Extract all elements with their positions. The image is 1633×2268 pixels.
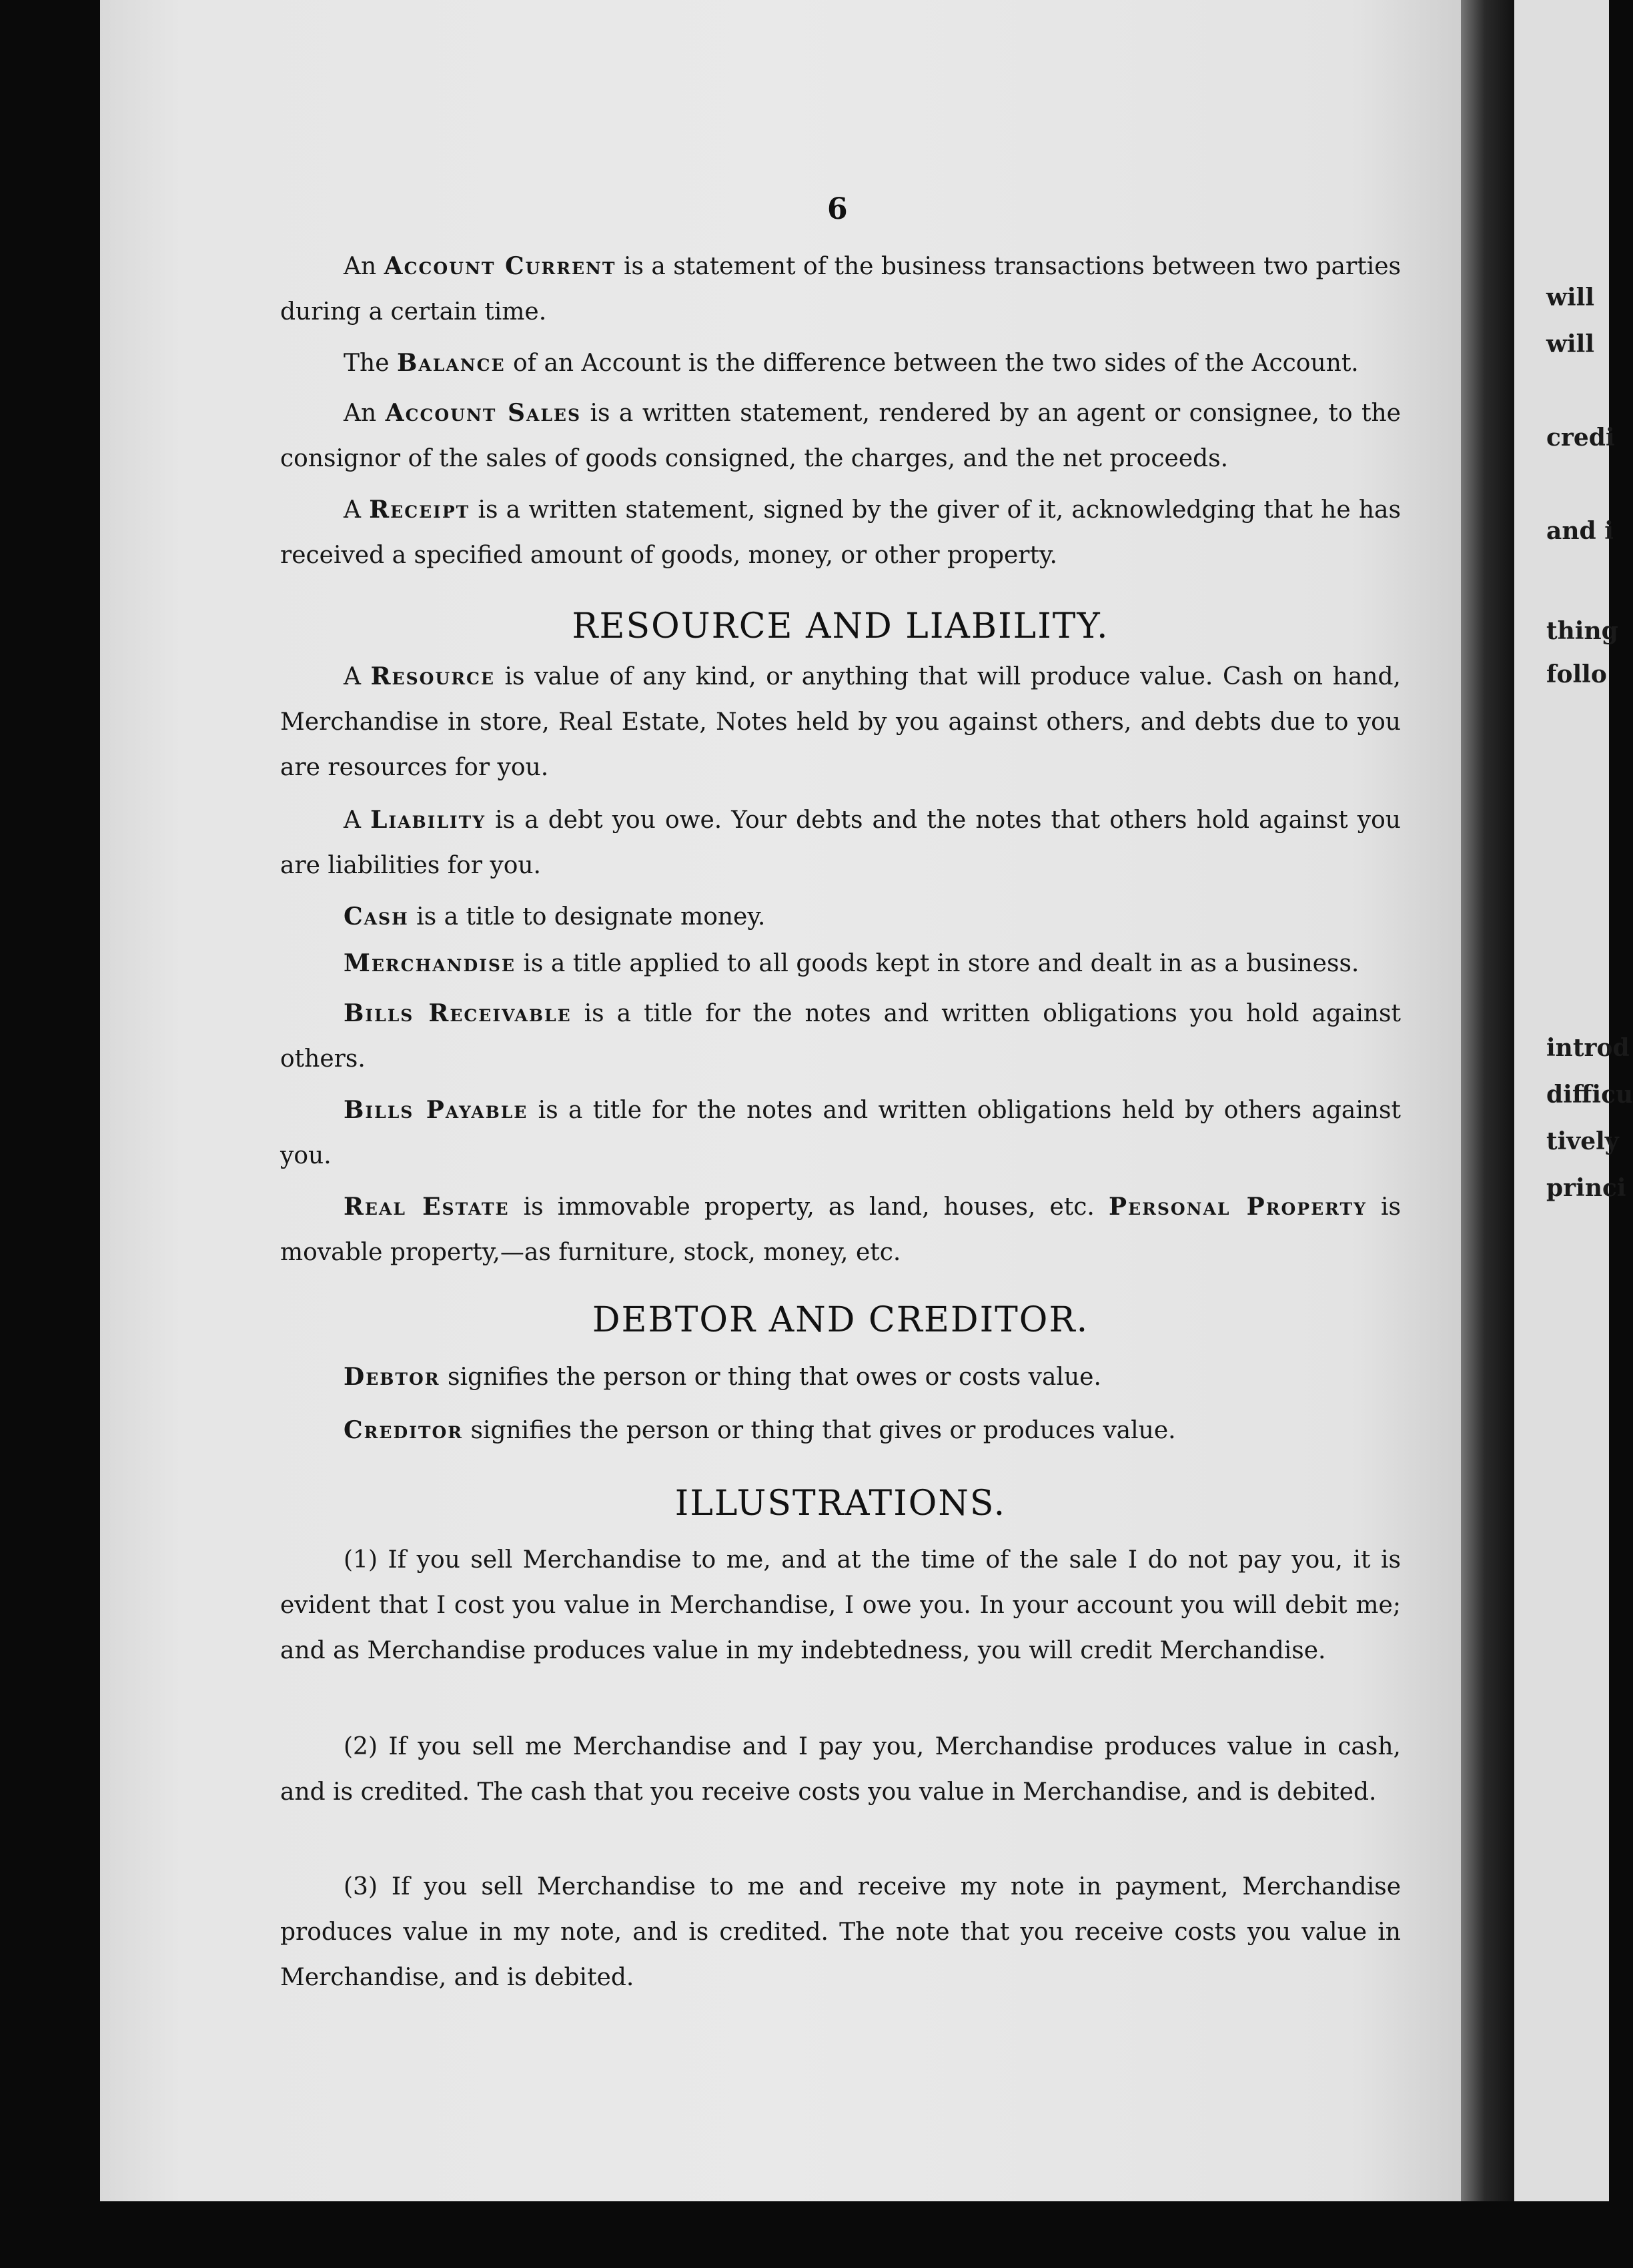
facing-fragment: difficu: [1546, 1081, 1633, 1109]
definition-real-estate: Real Estate is immovable property, as land, houses, etc. Personal Property is movable property,—as furniture, stock, money, etc.: [280, 1193, 1402, 1266]
book-gutter: [1461, 0, 1514, 2201]
facing-fragment: introd: [1546, 1034, 1630, 1062]
term: Merchandise: [344, 949, 516, 977]
facing-fragment: and i: [1546, 517, 1614, 545]
facing-fragment: credi: [1546, 424, 1615, 452]
term: Debtor: [344, 1363, 440, 1391]
definition-bills-payable: Bills Payable is a title for the notes and written obligations held by others against you.: [280, 1096, 1401, 1169]
facing-page: [1514, 0, 1633, 2201]
term: Creditor: [344, 1416, 464, 1444]
term: Account Sales: [385, 399, 582, 427]
facing-fragment: will: [1546, 330, 1595, 358]
definition-receipt: A Receipt is a written statement, signed by the giver of it, acknowledging that he has received a specified amount of goods, money, or other property.: [280, 496, 1401, 569]
definition-creditor: Creditor signifies the person or thing that gives or produces value.: [344, 1416, 1176, 1444]
definition-debtor: Debtor signifies the person or thing that owes or costs value.: [344, 1363, 1101, 1391]
definition-account-sales: An Account Sales is a written statement, rendered by an agent or consignee, to the consignor of the sales of goods consigned, the charges, and the net proceeds.: [280, 399, 1401, 472]
section-heading-debtor-creditor: DEBTOR AND CREDITOR.: [592, 1300, 1089, 1340]
term: Bills Payable: [344, 1096, 528, 1124]
term: Balance: [396, 349, 506, 377]
term: Personal Property: [1108, 1193, 1367, 1221]
term: Bills Receivable: [344, 999, 572, 1027]
facing-fragment: will: [1546, 284, 1595, 312]
term: Resource: [370, 662, 495, 690]
term: Liability: [370, 806, 486, 834]
illustration-1: (1) If you sell Merchandise to me, and at the time of the sale I do not pay you, it is evident that I cost you value in Merchandise, I owe you. In your account you will debit me; and as Merchandise produces value in my indebtedness, you will credit Merchandise.: [280, 1546, 1401, 1664]
definition-merchandise: Merchandise is a title applied to all goods kept in store and dealt in as a business.: [344, 949, 1359, 977]
term: Cash: [344, 903, 409, 931]
definition-liability: A Liability is a debt you owe. Your debts and the notes that others hold against you are liabilities for you.: [280, 806, 1401, 879]
facing-fragment: tively: [1546, 1127, 1619, 1155]
illustration-3: (3) If you sell Merchandise to me and receive my note in payment, Merchandise produces value in my note, and is credited. The note that you receive costs you value in Merchandise, and is debited.: [280, 1873, 1401, 1991]
definition-cash: Cash is a title to designate money.: [344, 903, 766, 931]
section-heading-resource-liability: RESOURCE AND LIABILITY.: [572, 606, 1109, 646]
facing-fragment: thing: [1546, 617, 1618, 645]
definition-bills-receivable: Bills Receivable is a title for the notes and written obligations you hold against others.: [280, 999, 1401, 1073]
term: Account Current: [384, 252, 616, 280]
facing-fragment: follo: [1546, 660, 1607, 688]
term: Receipt: [369, 496, 470, 524]
page-number: 6: [827, 192, 848, 226]
section-heading-illustrations: ILLUSTRATIONS.: [674, 1484, 1007, 1524]
facing-fragment: princi: [1546, 1174, 1626, 1202]
term: Real Estate: [344, 1193, 510, 1221]
definition-balance: The Balance of an Account is the difference between the two sides of the Account.: [344, 349, 1359, 377]
definition-resource: A Resource is value of any kind, or anything that will produce value. Cash on hand, Merchandise in store, Real Estate, Notes held by you against others, and debts due to you are resources for you.: [280, 662, 1401, 781]
illustration-2: (2) If you sell me Merchandise and I pay you, Merchandise produces value in cash, and is credited. The cash that you receive costs you value in Merchandise, and is debited.: [280, 1733, 1401, 1806]
definition-account-current: An Account Current is a statement of the business transactions between two parties during a certain time.: [280, 252, 1401, 326]
